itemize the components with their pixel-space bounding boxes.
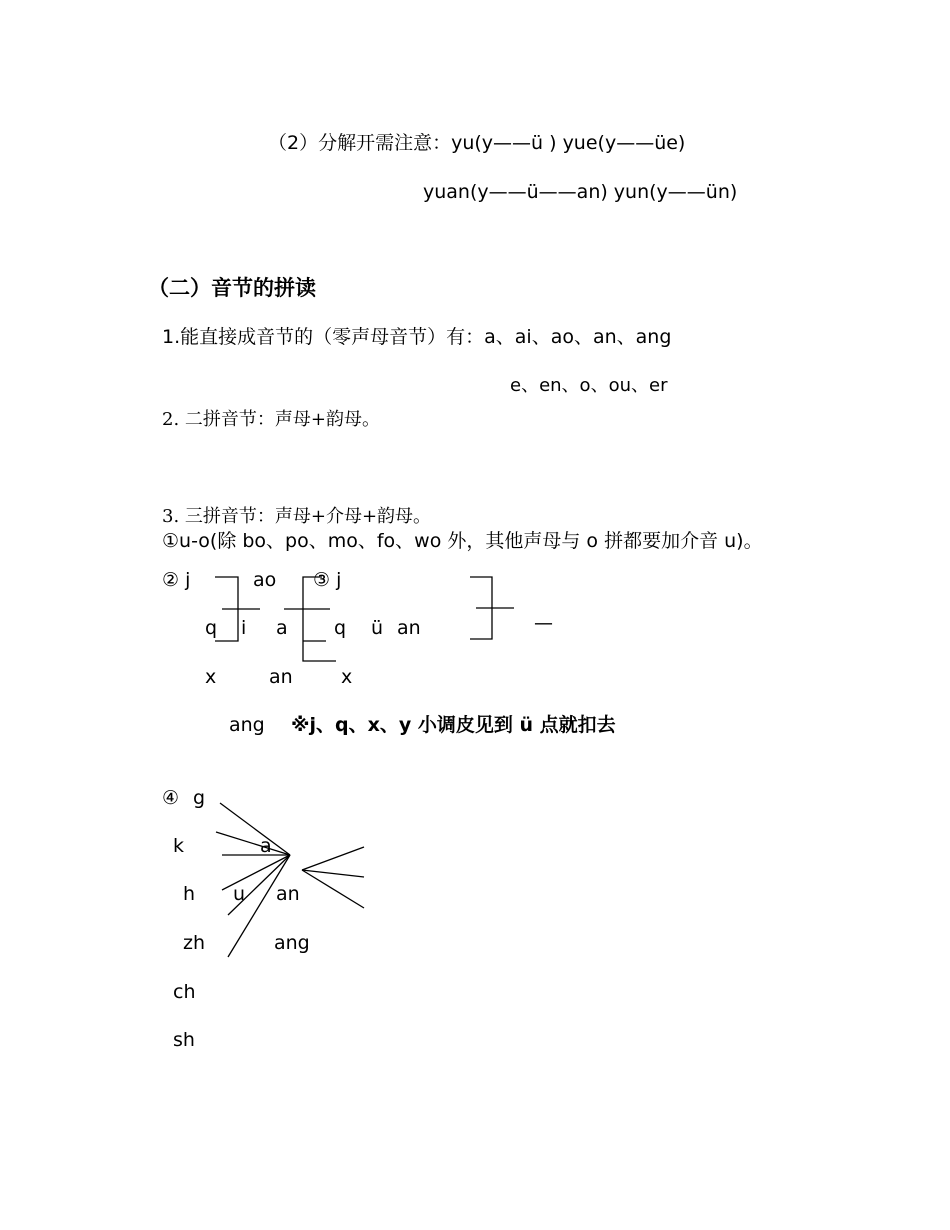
item-2: 2. 二拼音节：声母+韵母。 (162, 409, 380, 430)
section-heading: （二）音节的拼读 (148, 276, 316, 300)
diagram-2-final-ang: ang (229, 714, 265, 736)
diagram-4-final-a: a (260, 835, 272, 857)
diagram-4-initial-h: h (183, 883, 196, 905)
diagram-4-marker: ④ (162, 787, 180, 809)
diagram-3-marker: ③ j (313, 569, 342, 591)
diagram-4-initial-ch: ch (173, 981, 196, 1003)
diagram-2-final-ao: ao (253, 569, 277, 591)
rule-1: ①u-o(除 bo、po、mo、fo、wo 外，其他声母与 o 拼都要加介音 u)。 (162, 530, 763, 552)
diagram-4-initial-sh: sh (173, 1029, 195, 1051)
diagram-4-final-ang: ang (274, 932, 310, 954)
diagram-4-medial-u: u (233, 883, 246, 905)
diagram-3-initial-x: x (341, 666, 353, 688)
diagram-2-medial-i: i (241, 617, 247, 639)
item-1-line-a: 1.能直接成音节的（零声母音节）有：a、ai、ao、an、ang (162, 326, 672, 348)
diagram-3-dash: — (534, 612, 553, 634)
diagram-3-medial-u: ü (371, 617, 384, 639)
diagram-4-final-an: an (276, 883, 300, 905)
decompose-line-2: yuan(y——ü——an) yun(y——ün) (423, 181, 738, 203)
diagram-3-initial-q: q (334, 617, 347, 639)
diagram-3-final-an: an (397, 617, 421, 639)
diagram-4-initial-k: k (173, 835, 185, 857)
decompose-line-1: （2）分解开需注意：yu(y——ü ) yue(y——üe) (268, 132, 686, 154)
diagram-2-marker: ② j (162, 569, 191, 591)
item-3: 3. 三拼音节：声母+介母+韵母。 (162, 506, 432, 527)
diagram-2-final-a: a (276, 617, 288, 639)
diagram-4-initial-zh: zh (183, 932, 206, 954)
diagram-2-initial-q: q (205, 617, 218, 639)
item-1-line-b: e、en、o、ou、er (510, 375, 668, 396)
diagram-2-initial-x: x (205, 666, 217, 688)
diagram-4-initial-g: g (193, 787, 206, 809)
note-text: ※j、q、x、y 小调皮见到 ü 点就扣去 (291, 714, 616, 736)
diagram-2-final-an: an (269, 666, 293, 688)
